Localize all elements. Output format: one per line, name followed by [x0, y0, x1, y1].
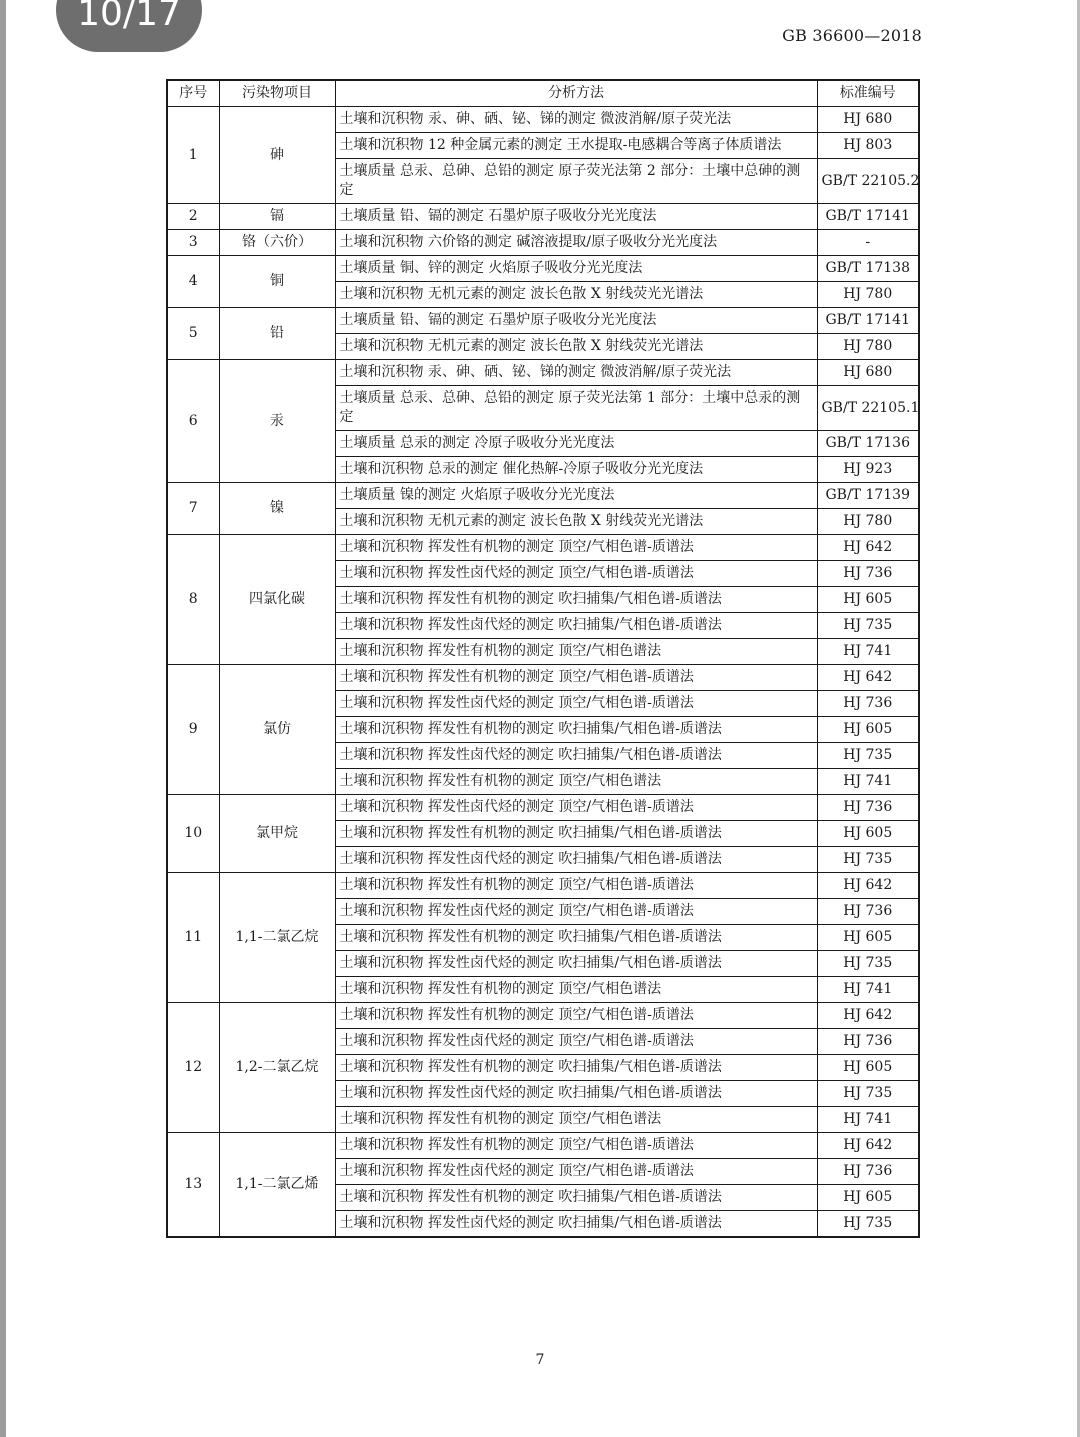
table-row [167, 1133, 919, 1159]
header-pollutant: 污染物项目 [219, 80, 335, 107]
method-cell: 土壤和沉积物 挥发性有机物的测定 吹扫捕集/气相色谱-质谱法 [335, 821, 817, 847]
method-cell: 土壤和沉积物 六价铬的测定 碱溶液提取/原子吸收分光光度法 [335, 230, 817, 256]
table-row [167, 256, 919, 282]
standard-code-cell: GB/T 17141 [817, 204, 919, 230]
serial-no-cell: 2 [167, 204, 219, 230]
standard-code-cell: GB/T 22105.1 [817, 386, 919, 431]
serial-no-cell: 12 [167, 1003, 219, 1133]
table-row [167, 360, 919, 386]
pollutant-cell: 汞 [219, 360, 335, 483]
serial-no-cell: 3 [167, 230, 219, 256]
serial-no-cell: 7 [167, 483, 219, 535]
method-cell: 土壤和沉积物 挥发性有机物的测定 吹扫捕集/气相色谱-质谱法 [335, 925, 817, 951]
method-cell: 土壤和沉积物 挥发性有机物的测定 顶空/气相色谱法 [335, 769, 817, 795]
method-cell: 土壤和沉积物 挥发性有机物的测定 顶空/气相色谱法 [335, 1107, 817, 1133]
serial-no-cell: 8 [167, 535, 219, 665]
standard-code-cell: HJ 735 [817, 743, 919, 769]
standard-code-cell: - [817, 230, 919, 256]
standard-code-cell: HJ 735 [817, 1081, 919, 1107]
standard-code-cell: HJ 735 [817, 1211, 919, 1238]
standard-code-cell: HJ 780 [817, 282, 919, 308]
pollutant-cell: 四氯化碳 [219, 535, 335, 665]
method-cell: 土壤质量 铅、镉的测定 石墨炉原子吸收分光光度法 [335, 204, 817, 230]
standard-code-cell: HJ 735 [817, 847, 919, 873]
table-row [167, 873, 919, 899]
header-analysis-method: 分析方法 [335, 80, 817, 107]
serial-no-cell: 9 [167, 665, 219, 795]
standard-number-header: GB 36600—2018 [782, 26, 922, 45]
method-cell: 土壤质量 总汞、总砷、总铅的测定 原子荧光法第 2 部分：土壤中总砷的测定 [335, 159, 817, 204]
method-cell: 土壤质量 铜、锌的测定 火焰原子吸收分光光度法 [335, 256, 817, 282]
method-cell: 土壤和沉积物 挥发性有机物的测定 顶空/气相色谱-质谱法 [335, 665, 817, 691]
method-cell: 土壤和沉积物 挥发性卤代烃的测定 吹扫捕集/气相色谱-质谱法 [335, 847, 817, 873]
standard-code-cell: HJ 736 [817, 795, 919, 821]
standard-code-cell: HJ 642 [817, 665, 919, 691]
viewer-left-edge [0, 0, 6, 1437]
header-standard-code: 标准编号 [817, 80, 919, 107]
pollutant-cell: 砷 [219, 107, 335, 204]
standard-code-cell: HJ 923 [817, 457, 919, 483]
standard-code-cell: GB/T 17136 [817, 431, 919, 457]
standard-code-cell: GB/T 17139 [817, 483, 919, 509]
method-cell: 土壤和沉积物 挥发性有机物的测定 顶空/气相色谱-质谱法 [335, 1003, 817, 1029]
method-cell: 土壤和沉积物 挥发性卤代烃的测定 吹扫捕集/气相色谱-质谱法 [335, 613, 817, 639]
standard-code-cell: HJ 605 [817, 587, 919, 613]
method-cell: 土壤和沉积物 挥发性卤代烃的测定 吹扫捕集/气相色谱-质谱法 [335, 1211, 817, 1238]
table-row [167, 107, 919, 133]
method-cell: 土壤和沉积物 挥发性有机物的测定 吹扫捕集/气相色谱-质谱法 [335, 1055, 817, 1081]
standard-code-cell: HJ 605 [817, 1055, 919, 1081]
method-cell: 土壤质量 总汞、总砷、总铅的测定 原子荧光法第 1 部分：土壤中总汞的测定 [335, 386, 817, 431]
method-cell: 土壤和沉积物 挥发性卤代烃的测定 吹扫捕集/气相色谱-质谱法 [335, 1081, 817, 1107]
standard-code-cell: GB/T 22105.2 [817, 159, 919, 204]
standard-code-cell: HJ 642 [817, 1003, 919, 1029]
standard-code-cell: HJ 741 [817, 639, 919, 665]
pollutant-cell: 1,1-二氯乙烯 [219, 1133, 335, 1238]
table-row [167, 230, 919, 256]
serial-no-cell: 6 [167, 360, 219, 483]
method-cell: 土壤和沉积物 汞、砷、硒、铋、锑的测定 微波消解/原子荧光法 [335, 360, 817, 386]
pollutant-cell: 氯甲烷 [219, 795, 335, 873]
method-cell: 土壤和沉积物 挥发性卤代烃的测定 顶空/气相色谱-质谱法 [335, 1029, 817, 1055]
method-cell: 土壤和沉积物 12 种金属元素的测定 王水提取-电感耦合等离子体质谱法 [335, 133, 817, 159]
page-indicator[interactable] [56, 0, 202, 52]
method-cell: 土壤和沉积物 无机元素的测定 波长色散 X 射线荧光光谱法 [335, 334, 817, 360]
serial-no-cell: 13 [167, 1133, 219, 1238]
standard-code-cell: HJ 680 [817, 360, 919, 386]
method-cell: 土壤和沉积物 无机元素的测定 波长色散 X 射线荧光光谱法 [335, 509, 817, 535]
method-cell: 土壤和沉积物 挥发性有机物的测定 吹扫捕集/气相色谱-质谱法 [335, 717, 817, 743]
standard-code-cell: HJ 736 [817, 561, 919, 587]
pollutant-cell: 氯仿 [219, 665, 335, 795]
standard-code-cell: HJ 680 [817, 107, 919, 133]
table-row [167, 665, 919, 691]
table-row [167, 308, 919, 334]
table-body [167, 107, 919, 1238]
standard-code-cell: HJ 605 [817, 1185, 919, 1211]
method-cell: 土壤质量 镍的测定 火焰原子吸收分光光度法 [335, 483, 817, 509]
method-cell: 土壤和沉积物 挥发性卤代烃的测定 顶空/气相色谱-质谱法 [335, 899, 817, 925]
method-cell: 土壤和沉积物 挥发性卤代烃的测定 顶空/气相色谱-质谱法 [335, 691, 817, 717]
table-row [167, 1003, 919, 1029]
page-indicator-label: 10/17 [77, 0, 181, 34]
method-cell: 土壤和沉积物 挥发性有机物的测定 吹扫捕集/气相色谱-质谱法 [335, 587, 817, 613]
standard-code-cell: HJ 735 [817, 613, 919, 639]
standard-code-cell: HJ 605 [817, 717, 919, 743]
standard-code-cell: HJ 780 [817, 334, 919, 360]
standard-code-cell: GB/T 17138 [817, 256, 919, 282]
method-cell: 土壤和沉积物 挥发性有机物的测定 顶空/气相色谱-质谱法 [335, 535, 817, 561]
standard-code-cell: HJ 736 [817, 899, 919, 925]
standard-code-cell: HJ 735 [817, 951, 919, 977]
standard-code-cell: HJ 803 [817, 133, 919, 159]
serial-no-cell: 4 [167, 256, 219, 308]
standard-code-cell: HJ 736 [817, 1159, 919, 1185]
method-cell: 土壤质量 总汞的测定 冷原子吸收分光光度法 [335, 431, 817, 457]
analysis-methods-table [166, 79, 920, 1238]
table-row [167, 795, 919, 821]
page-number: 7 [535, 1352, 545, 1368]
pollutant-cell: 1,1-二氯乙烷 [219, 873, 335, 1003]
method-cell: 土壤和沉积物 挥发性卤代烃的测定 顶空/气相色谱-质谱法 [335, 1159, 817, 1185]
standard-code-cell: HJ 736 [817, 1029, 919, 1055]
method-cell: 土壤和沉积物 挥发性有机物的测定 顶空/气相色谱法 [335, 977, 817, 1003]
method-cell: 土壤质量 铅、镉的测定 石墨炉原子吸收分光光度法 [335, 308, 817, 334]
method-cell: 土壤和沉积物 汞、砷、硒、铋、锑的测定 微波消解/原子荧光法 [335, 107, 817, 133]
table-row [167, 483, 919, 509]
standard-code-cell: HJ 605 [817, 925, 919, 951]
standard-code-cell: HJ 642 [817, 1133, 919, 1159]
method-cell: 土壤和沉积物 挥发性卤代烃的测定 吹扫捕集/气相色谱-质谱法 [335, 743, 817, 769]
standard-code-cell: HJ 741 [817, 1107, 919, 1133]
method-cell: 土壤和沉积物 挥发性有机物的测定 吹扫捕集/气相色谱-质谱法 [335, 1185, 817, 1211]
method-cell: 土壤和沉积物 挥发性卤代烃的测定 顶空/气相色谱-质谱法 [335, 561, 817, 587]
pollutant-cell: 镉 [219, 204, 335, 230]
pollutant-cell: 镍 [219, 483, 335, 535]
standard-code-cell: HJ 605 [817, 821, 919, 847]
pollutant-cell: 铬（六价） [219, 230, 335, 256]
standard-code-cell: HJ 741 [817, 769, 919, 795]
pollutant-cell: 铜 [219, 256, 335, 308]
method-cell: 土壤和沉积物 挥发性有机物的测定 顶空/气相色谱法 [335, 639, 817, 665]
table-row [167, 535, 919, 561]
method-cell: 土壤和沉积物 挥发性卤代烃的测定 顶空/气相色谱-质谱法 [335, 795, 817, 821]
standard-code-cell: GB/T 17141 [817, 308, 919, 334]
method-cell: 土壤和沉积物 挥发性有机物的测定 顶空/气相色谱-质谱法 [335, 873, 817, 899]
standard-code-cell: HJ 741 [817, 977, 919, 1003]
table-row [167, 204, 919, 230]
serial-no-cell: 11 [167, 873, 219, 1003]
standard-code-cell: HJ 642 [817, 873, 919, 899]
pollutant-cell: 1,2-二氯乙烷 [219, 1003, 335, 1133]
method-cell: 土壤和沉积物 无机元素的测定 波长色散 X 射线荧光光谱法 [335, 282, 817, 308]
method-cell: 土壤和沉积物 挥发性卤代烃的测定 吹扫捕集/气相色谱-质谱法 [335, 951, 817, 977]
standard-code-cell: HJ 736 [817, 691, 919, 717]
standard-code-cell: HJ 642 [817, 535, 919, 561]
serial-no-cell: 1 [167, 107, 219, 204]
header-serial-no: 序号 [167, 80, 219, 107]
serial-no-cell: 5 [167, 308, 219, 360]
method-cell: 土壤和沉积物 总汞的测定 催化热解-冷原子吸收分光光度法 [335, 457, 817, 483]
method-cell: 土壤和沉积物 挥发性有机物的测定 顶空/气相色谱-质谱法 [335, 1133, 817, 1159]
table-header-row [167, 80, 919, 107]
pollutant-cell: 铅 [219, 308, 335, 360]
serial-no-cell: 10 [167, 795, 219, 873]
standard-code-cell: HJ 780 [817, 509, 919, 535]
